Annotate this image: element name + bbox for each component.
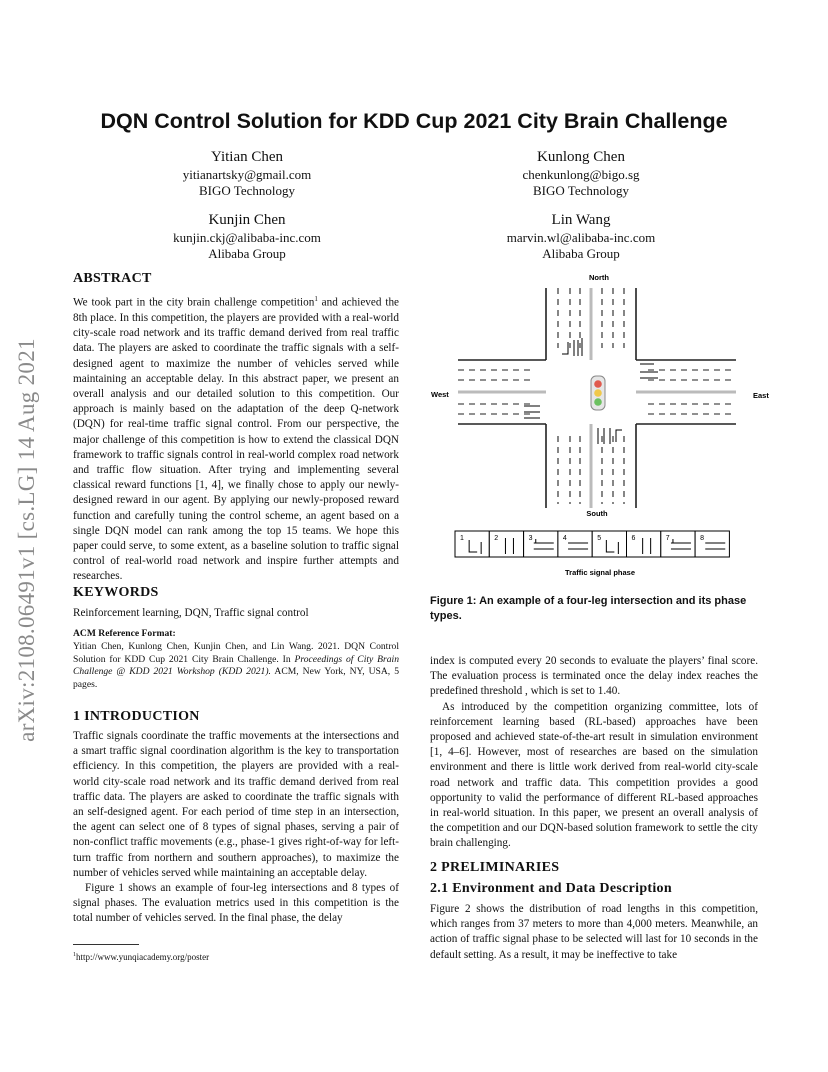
author-affiliation: Alibaba Group bbox=[542, 246, 620, 261]
acm-ref-text: Yitian Chen, Kunlong Chen, Kunjin Chen, and Lin Wang. 2021. DQN Control Solution for KDD Cup 2021 City Brain Challenge. In bbox=[73, 641, 399, 665]
author-block bbox=[451, 148, 711, 199]
footnote bbox=[73, 949, 209, 964]
keywords-text: Reinforcement learning, DQN, Traffic signal control bbox=[73, 607, 309, 619]
paper-title: DQN Control Solution for KDD Cup 2021 City Brain Challenge bbox=[100, 109, 728, 133]
footnote-marker: 1 bbox=[314, 295, 318, 303]
footnote-mark: 1 bbox=[73, 952, 76, 958]
author-name: Kunjin Chen bbox=[208, 212, 286, 228]
preliminaries-body: Figure 2 shows the distribution of road lengths in this competition, which ranges from 37 meters to more than 4,000 meters. Meanwhile, an action of traffic signal phase to be selected will last for 10 seconds in the default setting. As a result, it may be ineffective to take bbox=[430, 903, 758, 961]
phase-label: Traffic signal phase bbox=[564, 568, 636, 577]
author-name: Kunlong Chen bbox=[537, 149, 625, 165]
phase-number: 1 bbox=[460, 535, 464, 542]
preliminaries-heading: 2 PRELIMINARIES bbox=[430, 860, 560, 875]
arxiv-stamp bbox=[10, 310, 44, 770]
right-column-body bbox=[430, 654, 758, 852]
author-email: chenkunlong@bigo.sg bbox=[522, 167, 640, 182]
abstract-text: We took part in the city brain challenge competition bbox=[73, 296, 315, 309]
acm-ref-body bbox=[73, 641, 399, 691]
abstract-heading: ABSTRACT bbox=[73, 271, 152, 286]
author-email: yitianartsky@gmail.com bbox=[182, 167, 312, 182]
east-label: East bbox=[753, 391, 769, 400]
phase-number: 7 bbox=[665, 535, 670, 542]
intersection-figure bbox=[428, 268, 774, 584]
footnote-rule bbox=[73, 944, 139, 945]
acm-ref-proceedings: Proceedings of City Brain Challenge @ KDD 2021 Workshop (KDD 2021). bbox=[73, 653, 399, 678]
phase-number: 5 bbox=[597, 535, 602, 542]
figure-caption: Figure 1: An example of a four-leg intersection and its phase types. bbox=[430, 595, 747, 622]
traffic-light-yellow bbox=[594, 389, 602, 397]
acm-ref-text: ACM, New York, NY, USA, 5 pages. bbox=[73, 666, 399, 690]
acm-ref-heading: ACM Reference Format: bbox=[73, 628, 176, 639]
intro-paragraph: index is computed every 20 seconds to evaluate the players’ final score. The evaluation process is terminated once the delay index reaches the predefined threshold , which is set to 1.40. bbox=[430, 655, 758, 698]
traffic-light-green bbox=[594, 398, 602, 406]
author-affiliation: BIGO Technology bbox=[199, 183, 295, 198]
north-label: North bbox=[589, 273, 609, 282]
intro-heading: 1 INTRODUCTION bbox=[73, 709, 200, 724]
abstract-text: and achieved the 8th place. In this competition, the players are provided with a real-world city-scale road network and its traffic demand derived from real traffic data. The players are asked to coordinate the traffic signals with a self-designed agent to maximize the number of vehicles served while maintaining an acceptable delay. In this abstract paper, we present an overall analysis and our detailed solution to this competition. Our approach is mainly based on the adaptation of the deep Q-network (DQN) for real-time traffic signal control. From our perspective, the major challenge of this competition is how to extend the classical DQN framework to traffic signals control in real-world complex road network and traffic flow situation. After trying and implementing several classical reward functions [1, 4], we finally chose to apply our newly-designed reward in our agent. By applying our newly-proposed reward function and carefully tuning the control scheme, an agent based on a single DQN model can rank among the top 15 teams. We hope this paper could serve, to some extent, as a baseline solution to traffic signal control of real-world road network and inspire further attempts and researches. bbox=[73, 296, 399, 583]
intro-body bbox=[73, 729, 399, 927]
author-email: kunjin.ckj@alibaba-inc.com bbox=[173, 230, 321, 245]
keywords-heading: KEYWORDS bbox=[73, 585, 159, 600]
phase-number: 4 bbox=[562, 535, 567, 542]
author-name: Lin Wang bbox=[551, 212, 611, 228]
phase-number: 2 bbox=[494, 535, 499, 542]
traffic-light-red bbox=[594, 380, 602, 388]
west-label: West bbox=[431, 390, 449, 399]
phase-number: 6 bbox=[631, 535, 636, 542]
south-label: South bbox=[586, 509, 608, 518]
intro-paragraph: Figure 1 shows an example of four-leg intersections and 8 types of signal phases. The evaluation metrics used in this competition is the total number of vehicles served. In the final phase, the delay bbox=[73, 882, 399, 925]
author-block bbox=[451, 211, 711, 262]
phase-number: 3 bbox=[528, 535, 533, 542]
author-block bbox=[117, 211, 377, 262]
phase-number: 8 bbox=[700, 535, 705, 542]
abstract-body bbox=[73, 292, 399, 585]
phase-diagram bbox=[455, 531, 729, 557]
intro-paragraph: As introduced by the competition organizing committee, lots of reinforcement learning based (RL-based) approaches have been proposed and achieved state-of-the-art result in simulation environment [1, 4–6]. However, most of researches are based on the simulation environment and there is little work derived from real-world city-scale road network and traffic data. This competition provides a good opportunity to valid the performance of different RL-based approaches in real-world situation. In this paper, we present an overall analysis of the competition and our DQN-based solution framework to settle the city brain challenging. bbox=[430, 700, 758, 850]
intro-paragraph: Traffic signals coordinate the traffic movements at the intersections and a smart traffic signal coordination algorithm is the key to transportation efficiency. In this competition, the players are provided with a real-world city-scale road network and its traffic demand derived from real traffic data. The players are asked to coordinate the traffic signals with an self-designed agent. For each period of time step in an intersection, the agent can select one of 8 types of signal phases, serving a pair of non-conflict traffic movements (e.g., phase-1 gives right-of-way for left-turn traffic from northern and southern approaches), to maximize the number of vehicles served while maintaining an acceptable delay. bbox=[73, 730, 399, 879]
author-email: marvin.wl@alibaba-inc.com bbox=[506, 230, 656, 245]
author-block bbox=[117, 148, 377, 199]
arxiv-id: arXiv:2108.06491v1 [cs.LG] 14 Aug 2021 bbox=[14, 338, 39, 742]
author-affiliation: Alibaba Group bbox=[208, 246, 286, 261]
author-affiliation: BIGO Technology bbox=[533, 183, 629, 198]
author-name: Yitian Chen bbox=[210, 149, 284, 165]
environment-subheading: 2.1 Environment and Data Description bbox=[430, 881, 672, 896]
footnote-url: http://www.yunqiacademy.org/poster bbox=[76, 952, 210, 962]
